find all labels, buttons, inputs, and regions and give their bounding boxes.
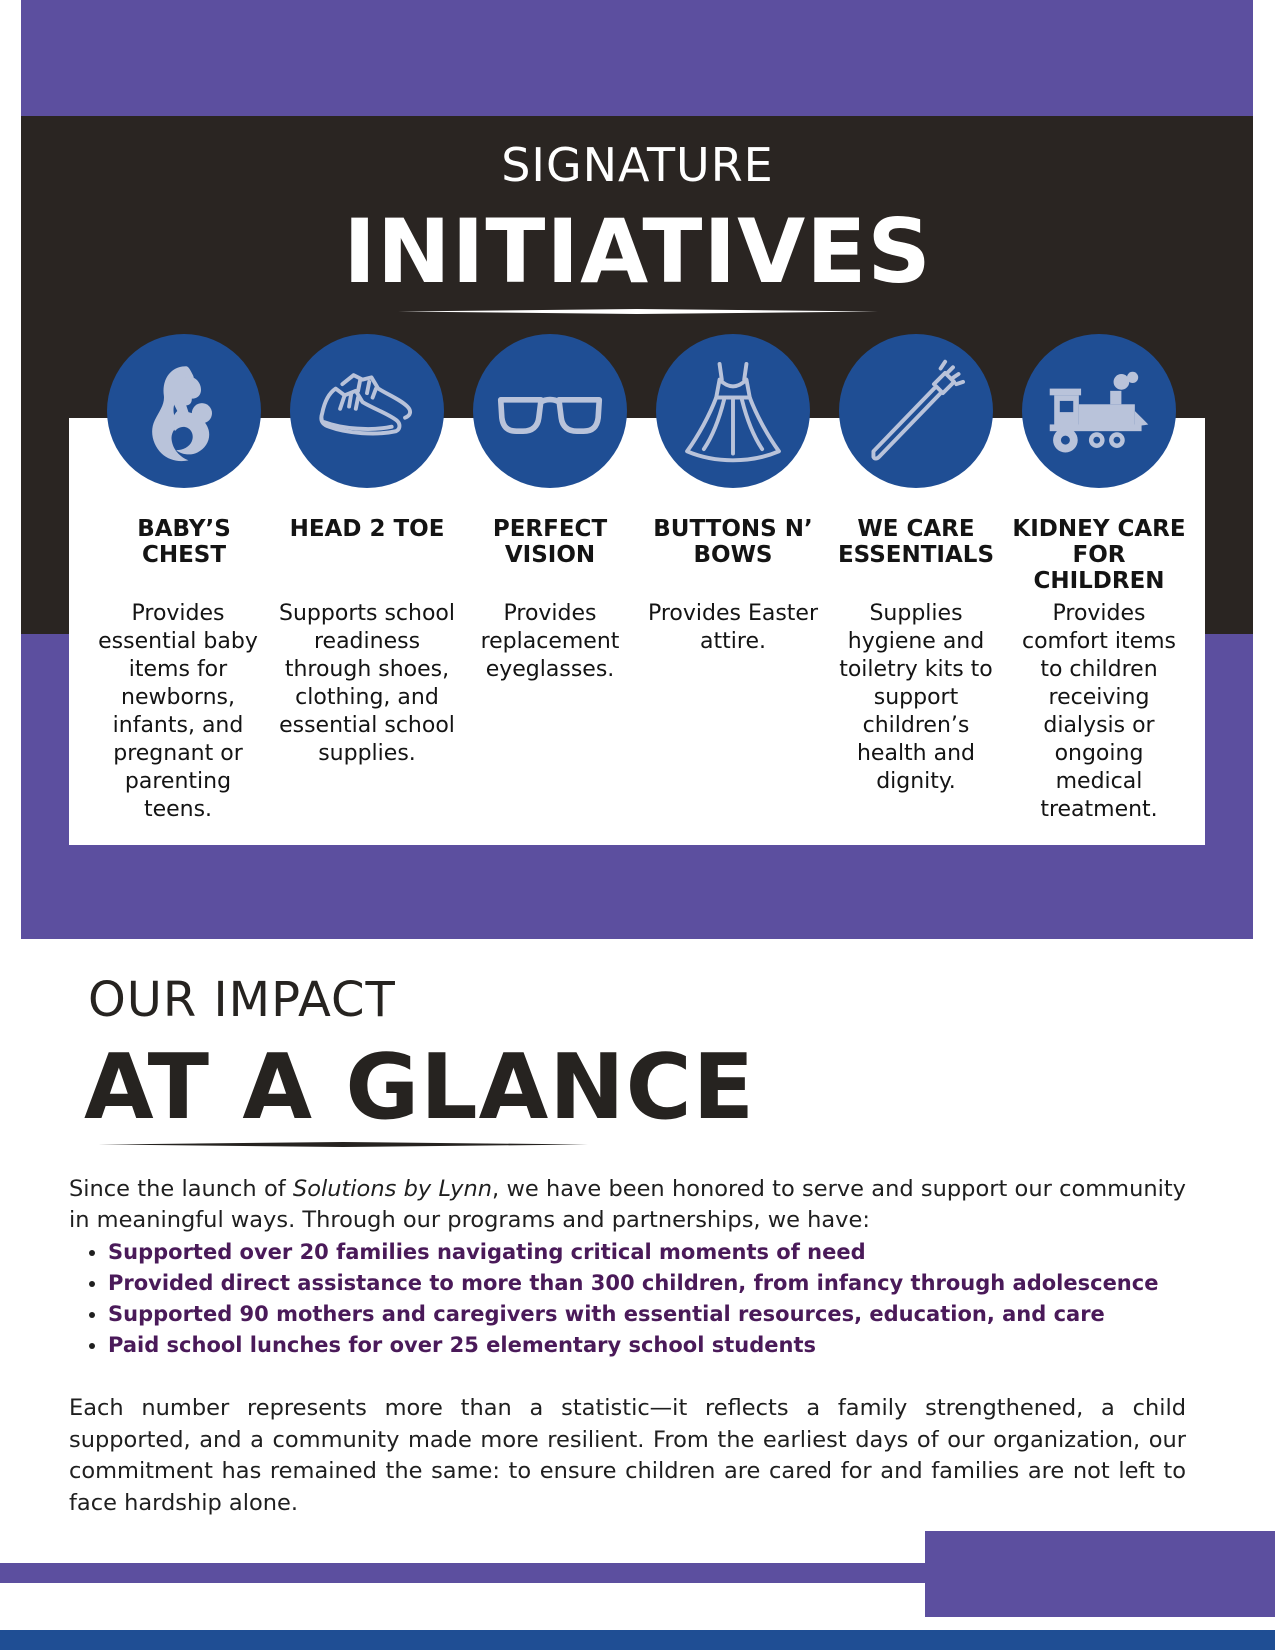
mother-baby-icon bbox=[128, 355, 240, 467]
initiative-description: Provides Easter attire. bbox=[647, 601, 819, 654]
initiative-title: KIDNEY CARE FOR CHILDREN bbox=[1012, 516, 1186, 594]
impact-divider bbox=[98, 1142, 588, 1147]
initiative-we-care-essentials bbox=[825, 334, 1007, 796]
impact-bullet: • Supported over 20 families navigating critical moments of need bbox=[108, 1237, 1248, 1268]
intro-text: , we have been honored to serve and support our community in meaningful ways. Through our programs and partnerships, we have: bbox=[69, 1176, 1186, 1233]
initiative-description: Provides comfort items to children receiving dialysis or ongoing medical treatment. bbox=[1021, 601, 1177, 822]
initiative-description: Provides essential baby items for newborns, infants, and pregnant or parenting teens. bbox=[98, 601, 258, 822]
initiative-icon-circle bbox=[1022, 334, 1176, 488]
initiative-babys-chest bbox=[93, 334, 275, 824]
intro-text: Since the launch of bbox=[69, 1176, 293, 1202]
impact-bullet-list bbox=[69, 1237, 1248, 1361]
initiative-title: BABY’S CHEST bbox=[137, 516, 231, 568]
eyeglasses-icon bbox=[494, 355, 606, 467]
initiative-icon-circle bbox=[290, 334, 444, 488]
initiative-head-2-toe bbox=[276, 334, 458, 768]
initiative-description: Supports school readiness through shoes, clothing, and essential school supplies. bbox=[279, 601, 455, 766]
impact-closing-paragraph: Each number represents more than a statistic—it reflects a family strengthened, a child supported, and a community made more resilient. From the earliest days of our organization, our commitment has remained the same: to ensure children are cared for and families are not left to face hardship alone. bbox=[69, 1395, 1186, 1516]
impact-bullet: • Supported 90 mothers and caregivers with essential resources, education, and care bbox=[108, 1299, 1248, 1330]
initiative-title: BUTTONS N’ BOWS bbox=[653, 516, 813, 568]
toy-train-icon bbox=[1043, 355, 1155, 467]
initiative-description: Supplies hygiene and toiletry kits to support children’s health and dignity. bbox=[839, 601, 993, 794]
title-divider bbox=[398, 309, 878, 314]
footer-blue-bar bbox=[0, 1630, 1275, 1650]
initiative-kidney-care bbox=[1008, 334, 1190, 824]
impact-title-big: AT A GLANCE bbox=[84, 1035, 756, 1140]
initiative-icon-circle bbox=[839, 334, 993, 488]
initiative-title: HEAD 2 TOE bbox=[289, 516, 445, 542]
initiative-perfect-vision bbox=[459, 334, 641, 684]
organization-name: Solutions by Lynn bbox=[292, 1176, 493, 1202]
initiative-icon-circle bbox=[473, 334, 627, 488]
initiative-title: PERFECT VISION bbox=[492, 516, 608, 568]
footer-purple-block bbox=[925, 1531, 1275, 1617]
shoes-icon bbox=[311, 355, 423, 467]
impact-bullet: • Paid school lunches for over 25 elementary school students bbox=[108, 1330, 1248, 1361]
dress-icon bbox=[677, 355, 789, 467]
initiative-icon-circle bbox=[107, 334, 261, 488]
section-title-small: SIGNATURE bbox=[501, 138, 774, 192]
initiative-description: Provides replacement eyeglasses. bbox=[480, 601, 620, 682]
impact-intro-paragraph bbox=[69, 1174, 1186, 1236]
initiative-buttons-n-bows bbox=[642, 334, 824, 656]
toothbrush-icon bbox=[860, 355, 972, 467]
section-title-big: INITIATIVES bbox=[343, 200, 932, 303]
initiative-icon-circle bbox=[656, 334, 810, 488]
impact-bullet: • Provided direct assistance to more than 300 children, from infancy through adolescence bbox=[108, 1268, 1248, 1299]
initiative-title: WE CARE ESSENTIALS bbox=[837, 516, 995, 568]
impact-title-small: OUR IMPACT bbox=[88, 972, 396, 1028]
footer-purple-stripe bbox=[0, 1563, 925, 1583]
